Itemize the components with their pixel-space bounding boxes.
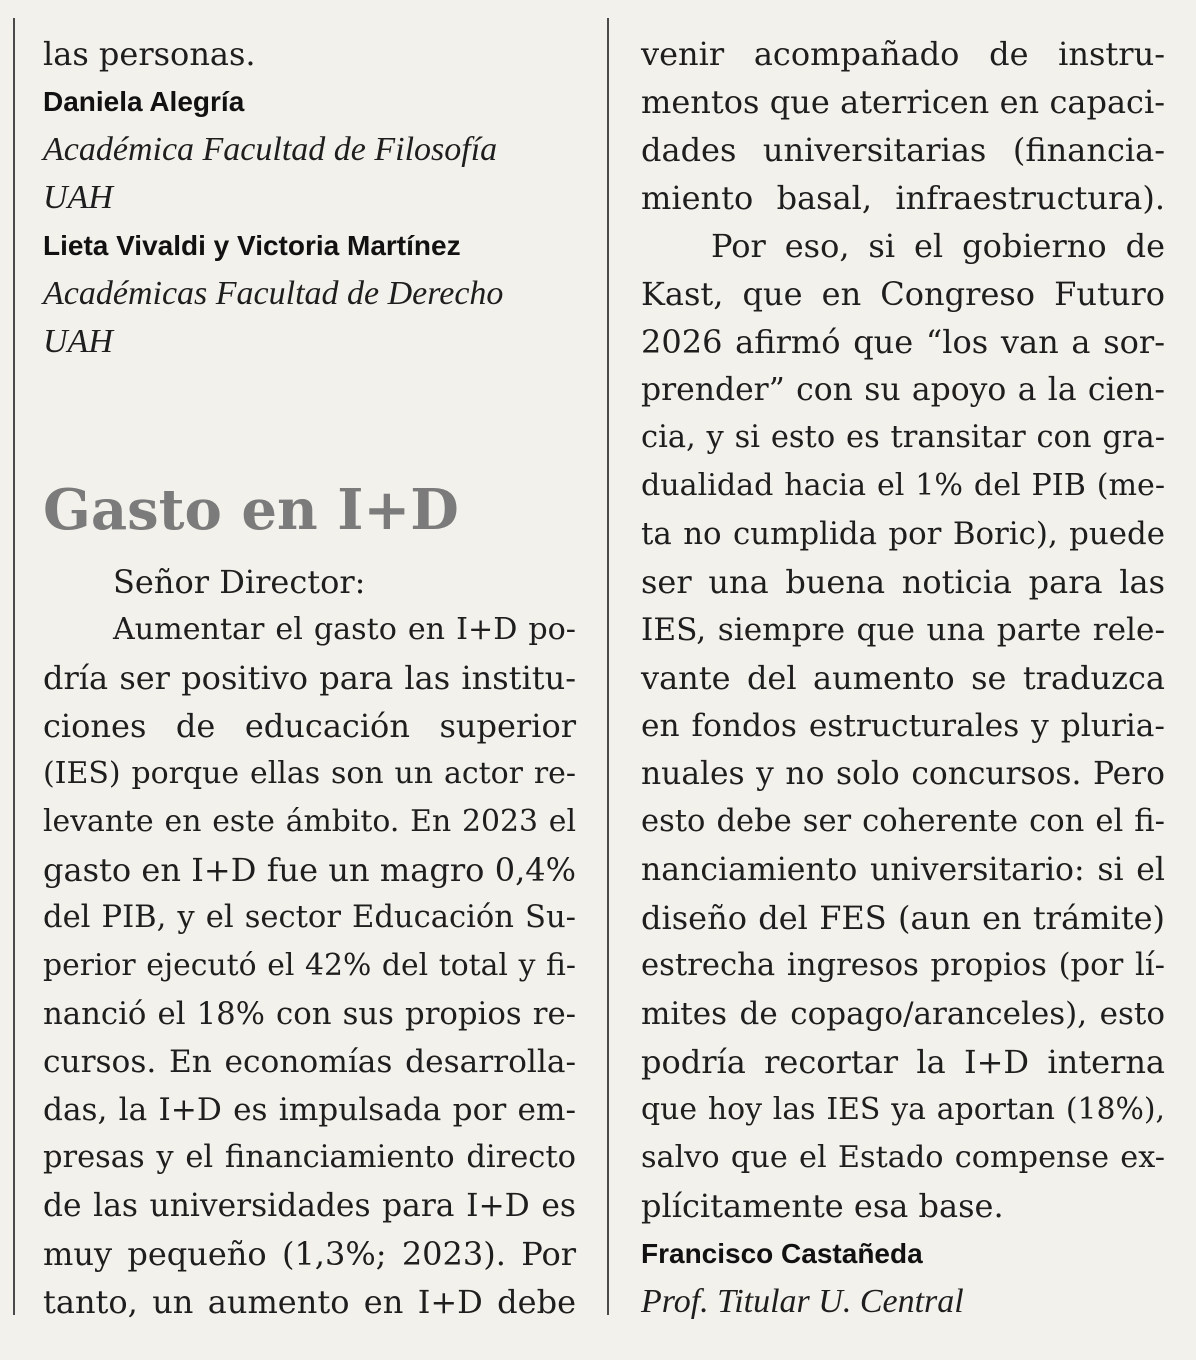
letter-body-paragraph1 <box>641 30 1165 222</box>
body-text-line: diseño del FES (aun en trámite) <box>641 899 1165 937</box>
body-text-line: levante en este ámbito. En 2023 el <box>43 804 576 839</box>
body-text-line: tanto, un aumento en I+D debe <box>43 1283 576 1321</box>
body-text-line: IES, siempre que una parte rele- <box>641 612 1165 648</box>
body-text-line: Kast, que en Congreso Futuro <box>641 275 1165 313</box>
body-text-line: cia, y si esto es transitar con gra- <box>641 420 1165 455</box>
left-column <box>43 30 576 1326</box>
body-text-line: mites de copago/aranceles), esto <box>641 996 1165 1032</box>
signature-role: Académica Facultad de Filosofía <box>43 131 498 168</box>
body-text-line: del PIB, y el sector Educación Su- <box>43 900 576 935</box>
signature-name: Francisco Castañeda <box>641 1238 923 1269</box>
body-text-line: venir acompañado de instru- <box>641 35 1165 73</box>
body-text-line: nanció el 18% con sus propios re- <box>43 996 576 1032</box>
body-text-line: mentos que aterricen en capaci- <box>641 83 1165 121</box>
body-text-line: salvo que el Estado compense ex- <box>641 1140 1165 1175</box>
signature-role: UAH <box>43 323 113 360</box>
body-text-line: 2026 afirmó que “los van a sor- <box>641 323 1165 361</box>
letter-body-column1 <box>43 606 576 1326</box>
right-column <box>641 30 1165 1326</box>
body-text-line: gasto en I+D fue un magro 0,4% <box>43 851 576 889</box>
body-text-line: podría recortar la I+D interna <box>641 1043 1165 1081</box>
letter-headline: Gasto en I+D <box>43 477 459 543</box>
body-text-line: muy pequeño (1,3%; 2023). Por <box>43 1235 576 1273</box>
body-text-line: ser una buena noticia para las <box>641 563 1165 601</box>
body-text-line: Por eso, si el gobierno de <box>711 227 1165 265</box>
body-text-line: ciones de educación superior <box>43 707 576 745</box>
body-text-line: dades universitarias (financia- <box>641 131 1165 169</box>
body-text-line: plícitamente esa base. <box>641 1187 1004 1225</box>
body-text-line: dría ser positivo para las institu- <box>43 659 576 697</box>
signature-name: Daniela Alegría <box>43 86 245 117</box>
body-text-line: ta no cumplida por Boric), puede <box>641 516 1165 552</box>
body-text-line: nanciamiento universitario: si el <box>641 852 1165 888</box>
body-text-line: prender” con su apoyo a la cien- <box>641 372 1165 408</box>
body-text-line: dualidad hacia el 1% del PIB (me- <box>641 468 1165 503</box>
body-text-line: de las universidades para I+D es <box>43 1188 576 1224</box>
body-text-line: (IES) porque ellas son un actor re- <box>43 756 576 791</box>
left-column-rule <box>13 18 15 1315</box>
body-text-line: vante del aumento se traduzca <box>641 659 1165 697</box>
body-text-line: presas y el financiamiento directo <box>43 1140 576 1175</box>
letter-salutation: Señor Director: <box>113 563 366 601</box>
body-text-line: que hoy las IES ya aportan (18%), <box>641 1092 1165 1127</box>
body-text-line: cursos. En economías desarrolla- <box>43 1044 576 1080</box>
column-divider-rule <box>607 18 609 1315</box>
signature-role: UAH <box>43 179 113 216</box>
signature-role: Prof. Titular U. Central <box>641 1283 964 1320</box>
body-text-line: esto debe ser coherente con el fi- <box>641 804 1165 839</box>
spacer <box>43 366 576 462</box>
body-text-line: miento basal, infraestructura). <box>641 179 1165 217</box>
body-text-line: estrecha ingresos propios (por lí- <box>641 948 1165 983</box>
signature-name: Lieta Vivaldi y Victoria Martínez <box>43 230 461 261</box>
body-text-line: Aumentar el gasto en I+D po- <box>113 612 576 647</box>
body-text-line: perior ejecutó el 42% del total y fi- <box>43 948 576 983</box>
body-text-line: nuales y no solo concursos. Pero <box>641 756 1165 792</box>
letter-body-paragraph2 <box>641 222 1165 1230</box>
body-text-line: das, la I+D es impulsada por em- <box>43 1092 576 1128</box>
signature-role: Académicas Facultad de Derecho <box>43 275 504 312</box>
body-text-line: en fondos estructurales y pluria- <box>641 708 1165 744</box>
body-text-line: las personas. <box>43 35 256 73</box>
